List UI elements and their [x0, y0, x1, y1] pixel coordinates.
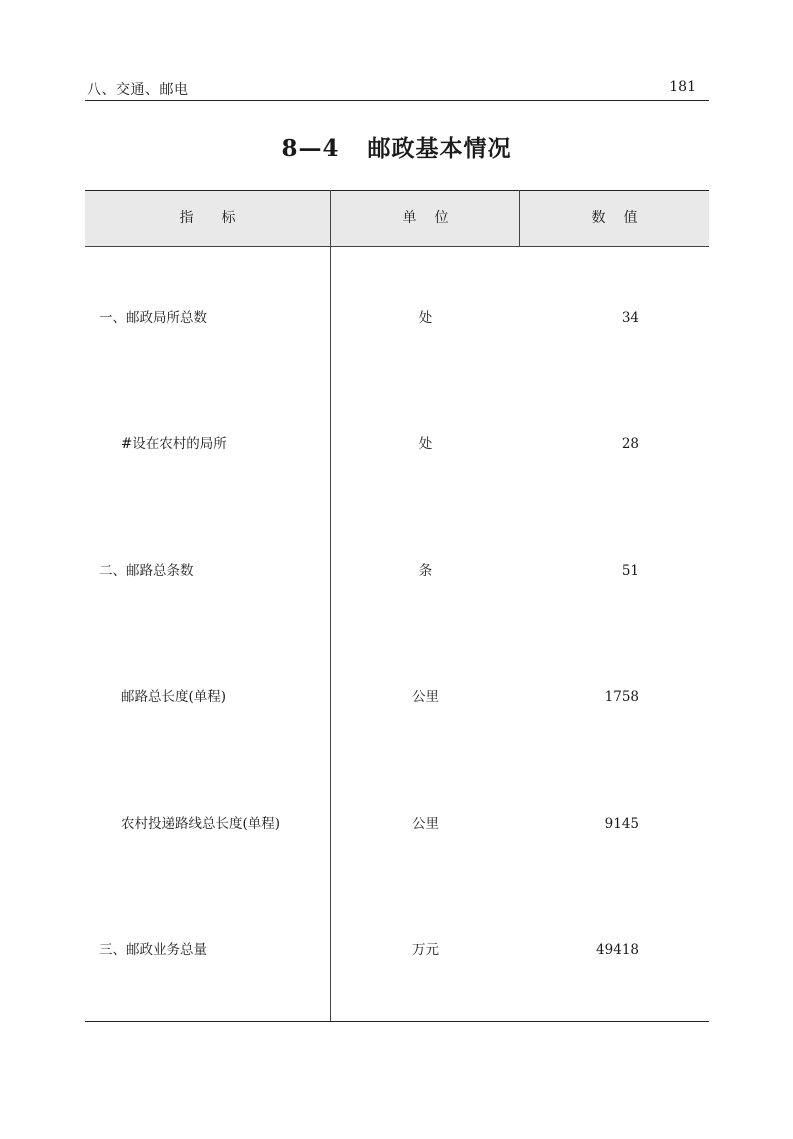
table-bottom-rule [85, 1021, 709, 1022]
row-unit: 处 [418, 310, 433, 326]
chapter-heading: 八、交通、邮电 [87, 82, 189, 98]
table-title-text: 邮政基本情况 [367, 135, 512, 162]
table-row [85, 559, 709, 583]
column-divider [519, 190, 520, 247]
row-label: #设在农村的局所 [121, 436, 227, 452]
column-header-value: 数值 [591, 210, 656, 226]
column-header-indicator: 指标 [179, 210, 264, 226]
table-row [85, 685, 709, 709]
row-unit: 公里 [412, 689, 439, 705]
row-value: 9145 [604, 816, 639, 832]
table-row [85, 306, 709, 330]
table-header [85, 190, 709, 247]
table-row [85, 812, 709, 836]
row-unit: 万元 [412, 942, 439, 958]
header-rule [85, 100, 709, 101]
column-header-unit: 单位 [402, 210, 467, 226]
row-label: 一、邮政局所总数 [99, 310, 207, 326]
page-number: 181 [669, 79, 696, 95]
row-label: 农村投递路线总长度(单程) [121, 816, 281, 832]
row-unit: 处 [418, 436, 433, 452]
table-number: 8—4 [281, 135, 340, 162]
row-label: 三、邮政业务总量 [99, 942, 207, 958]
table-title [0, 130, 793, 163]
row-unit: 公里 [412, 816, 439, 832]
row-unit: 条 [418, 563, 433, 579]
data-table [85, 190, 709, 1022]
row-value: 1758 [604, 689, 639, 705]
row-label: 邮路总长度(单程) [121, 689, 227, 705]
row-value: 34 [621, 310, 639, 326]
row-value: 49418 [596, 942, 639, 958]
row-value: 28 [621, 436, 639, 452]
row-value: 51 [621, 563, 639, 579]
table-row [85, 938, 709, 962]
row-label: 二、邮路总条数 [99, 563, 194, 579]
table-row [85, 432, 709, 456]
